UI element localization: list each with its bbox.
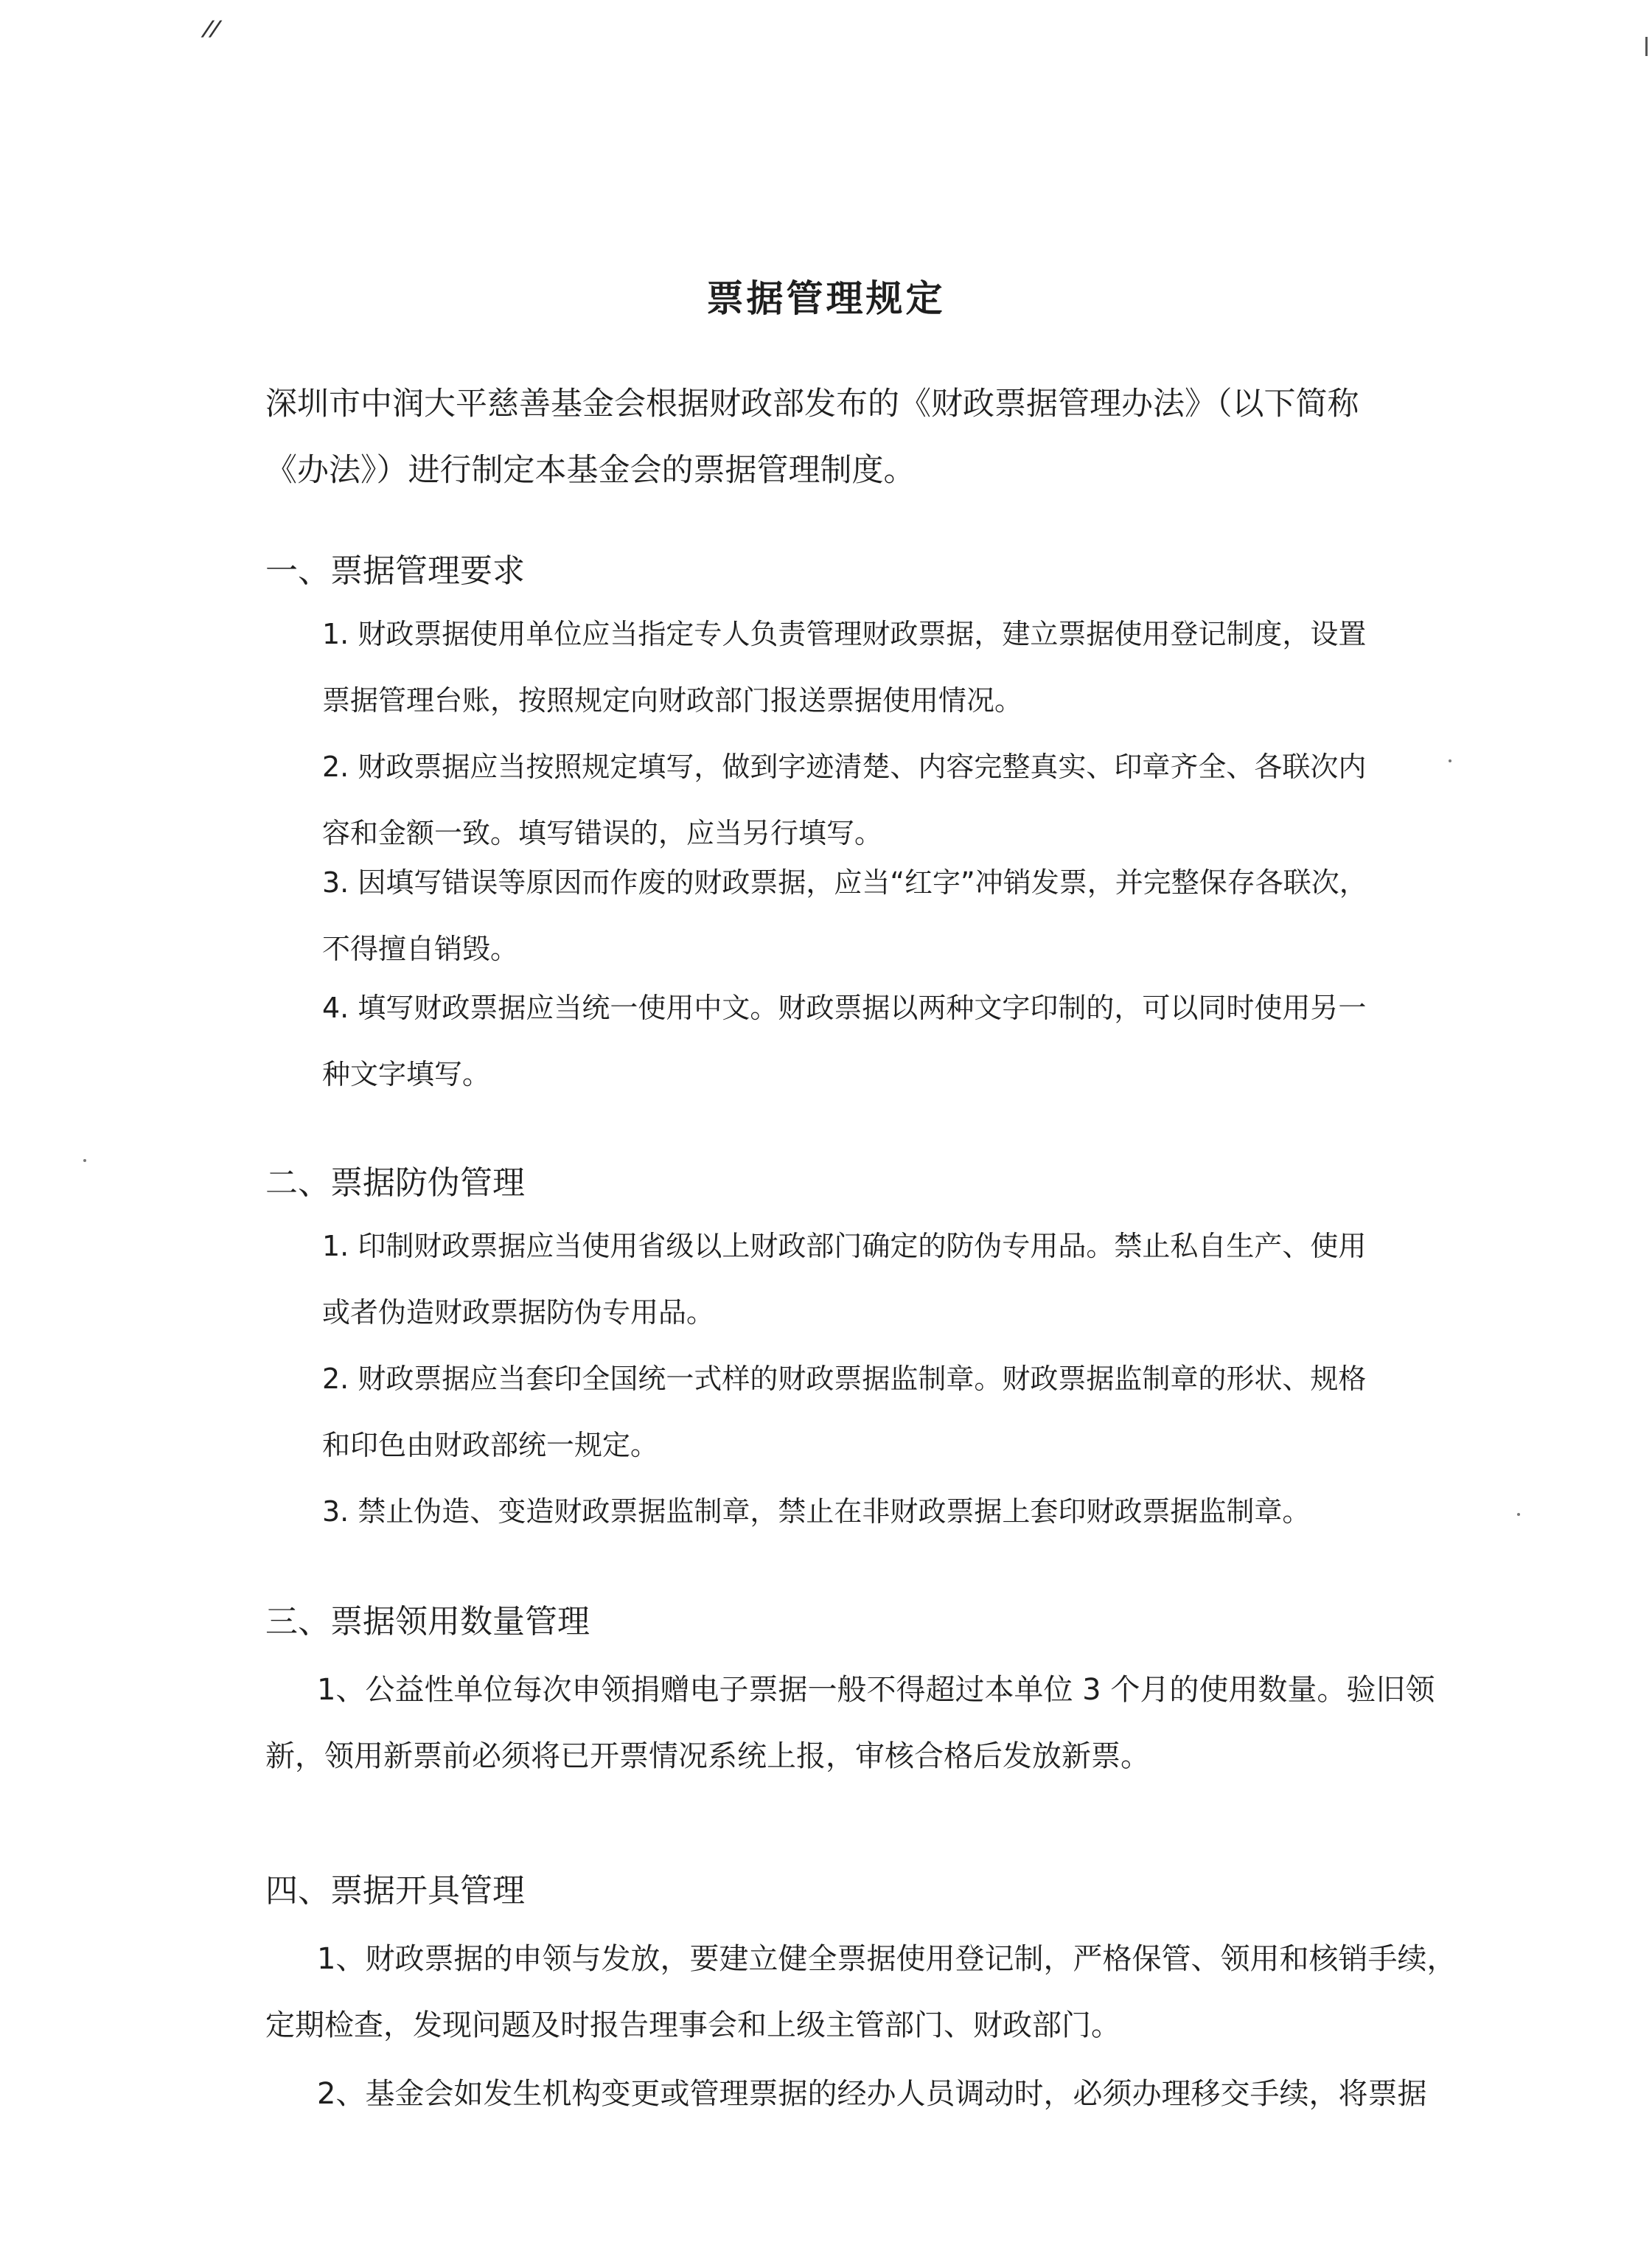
list-item <box>265 1657 1474 1789</box>
item-line: 2. 财政票据应当套印全国统一式样的财政票据监制章。财政票据监制章的形状、规格 <box>322 1363 1367 1395</box>
scan-speck <box>1517 1513 1520 1516</box>
item-line: 1. 印制财政票据应当使用省级以上财政部门确定的防伪专用品。禁止私自生产、使用 <box>322 1230 1367 1262</box>
list-item <box>322 1346 1457 1478</box>
item-line: 1. 财政票据使用单位应当指定专人负责管理财政票据，建立票据使用登记制度，设置 <box>322 618 1367 650</box>
item-line: 1、财政票据的申领与发放，要建立健全票据使用登记制，严格保管、领用和核销手续， <box>317 1942 1457 1976</box>
scan-speck <box>83 1159 86 1162</box>
section-heading: 三、票据领用数量管理 <box>265 1603 590 1641</box>
scan-edge-mark <box>1645 37 1648 56</box>
item-line: 定期检查，发现问题及时报告理事会和上级主管部门、财政部门。 <box>265 2008 1120 2042</box>
list-item <box>265 2061 1474 2127</box>
list-item <box>322 1478 1457 1545</box>
item-line: 不得擅自销毁。 <box>322 933 519 965</box>
item-line: 2. 财政票据应当按照规定填写，做到字迹清楚、内容完整真实、印章齐全、各联次内 <box>322 751 1367 783</box>
list-item <box>322 1213 1457 1346</box>
item-line: 1、公益性单位每次申领捐赠电子票据一般不得超过本单位 3 个月的使用数量。验旧领 <box>317 1673 1435 1707</box>
item-line: 3. 因填写错误等原因而作废的财政票据，应当“红字”冲销发票，并完整保存各联次， <box>322 866 1367 899</box>
intro-paragraph <box>265 371 1460 504</box>
list-item <box>322 975 1457 1107</box>
item-line: 4. 填写财政票据应当统一使用中文。财政票据以两种文字印制的，可以同时使用另一 <box>322 992 1367 1024</box>
section-heading: 四、票据开具管理 <box>265 1872 525 1910</box>
scan-mark: // <box>199 16 224 41</box>
section-heading: 一、票据管理要求 <box>265 552 525 590</box>
list-item <box>322 601 1457 734</box>
item-line: 3. 禁止伪造、变造财政票据监制章，禁止在非财政票据上套印财政票据监制章。 <box>322 1495 1311 1528</box>
item-line: 种文字填写。 <box>322 1058 491 1090</box>
list-item <box>322 734 1457 866</box>
item-line: 或者伪造财政票据防伪专用品。 <box>322 1296 715 1329</box>
item-line: 票据管理台账，按照规定向财政部门报送票据使用情况。 <box>322 684 1023 717</box>
section-heading: 二、票据防伪管理 <box>265 1164 525 1202</box>
list-item <box>265 1926 1474 2059</box>
item-line: 和印色由财政部统一规定。 <box>322 1429 659 1461</box>
item-line: 容和金额一致。填写错误的，应当另行填写。 <box>322 817 883 849</box>
item-line: 2、基金会如发生机构变更或管理票据的经办人员调动时，必须办理移交手续，将票据 <box>317 2077 1427 2111</box>
item-line: 新，领用新票前必须将已开票情况系统上报，审核合格后发放新票。 <box>265 1739 1150 1773</box>
intro-line: 深圳市中润大平慈善基金会根据财政部发布的《财政票据管理办法》（以下简称 <box>265 386 1359 422</box>
intro-line: 《办法》）进行制定本基金会的票据管理制度。 <box>265 452 916 489</box>
page-title: 票据管理规定 <box>706 277 946 320</box>
list-item <box>322 849 1457 982</box>
